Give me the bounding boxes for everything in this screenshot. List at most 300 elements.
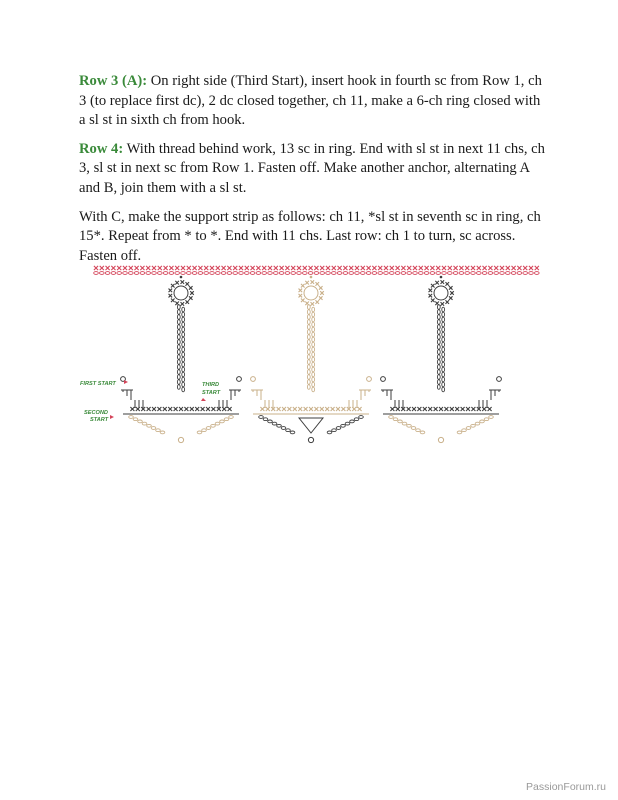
third-start-marker — [201, 398, 206, 401]
support-sc-stitch — [280, 266, 284, 270]
chain-stitch — [523, 272, 528, 275]
chain-stitch — [437, 335, 440, 340]
chain-stitch — [182, 382, 185, 387]
support-sc-stitch — [285, 266, 289, 270]
first-start-marker — [124, 380, 128, 384]
chain-stitch — [307, 375, 310, 380]
chain-stitch — [398, 420, 403, 423]
ring-sc-stitch — [435, 281, 439, 285]
chain-stitch — [312, 377, 315, 382]
ring-sc-stitch — [305, 281, 309, 285]
support-sc-stitch — [123, 266, 127, 270]
base-sc-stitch — [195, 407, 199, 411]
chain-stitch — [182, 307, 185, 312]
chain-stitch — [129, 272, 134, 275]
support-sc-stitch — [436, 266, 440, 270]
chain-stitch — [312, 342, 315, 347]
support-sc-stitch — [129, 266, 133, 270]
chain-stitch — [419, 272, 424, 275]
anchor-ring — [304, 286, 318, 300]
chain-stitch — [401, 272, 406, 275]
chain-stitch — [250, 272, 255, 275]
support-sc-stitch — [297, 266, 301, 270]
chain-stitch — [268, 272, 273, 275]
chain-stitch — [138, 420, 143, 423]
chain-stitch — [494, 272, 499, 275]
ring-sc-stitch — [315, 300, 319, 304]
base-sc-stitch — [471, 407, 475, 411]
chain-stitch — [307, 335, 310, 340]
chain-stitch — [229, 416, 234, 419]
ring-sc-stitch — [445, 300, 449, 304]
chain-stitch — [355, 272, 360, 275]
chain-stitch — [437, 365, 440, 370]
chain-stitch — [286, 429, 291, 432]
base-sc-stitch — [304, 407, 308, 411]
ring-sc-stitch — [431, 284, 435, 288]
ring-sc-stitch — [449, 286, 453, 290]
ring-sc-stitch — [319, 286, 323, 290]
ring-sc-stitch — [185, 282, 189, 286]
base-sc-stitch — [336, 407, 340, 411]
support-sc-stitch — [413, 266, 417, 270]
base-sc-stitch — [450, 407, 454, 411]
support-sc-stitch — [494, 266, 498, 270]
chain-stitch — [442, 332, 445, 337]
support-sc-stitch — [140, 266, 144, 270]
ring-sc-stitch — [299, 289, 303, 293]
chain-stitch — [177, 310, 180, 315]
chain-stitch — [442, 357, 445, 362]
chain-stitch — [437, 345, 440, 350]
base-sc-stitch — [287, 407, 291, 411]
base-sc-stitch — [455, 407, 459, 411]
support-sc-stitch — [401, 266, 405, 270]
chain-stitch — [111, 272, 116, 275]
support-sc-stitch — [193, 266, 197, 270]
ring-sc-stitch — [175, 281, 179, 285]
chain-stitch — [366, 272, 371, 275]
chain-stitch — [182, 357, 185, 362]
chain-stitch — [297, 272, 302, 275]
ring-sc-stitch — [441, 280, 445, 284]
ring-sc-stitch — [311, 280, 315, 284]
chain-stitch — [147, 424, 152, 427]
chain-stitch — [177, 375, 180, 380]
support-sc-stitch — [169, 266, 173, 270]
support-sc-stitch — [407, 266, 411, 270]
chain-stitch — [326, 272, 331, 275]
ring-sc-stitch — [189, 296, 193, 300]
chain-stitch — [442, 312, 445, 317]
chain-stitch — [462, 429, 467, 432]
chain-stitch — [341, 424, 346, 427]
chain-stitch — [448, 272, 453, 275]
support-sc-stitch — [152, 266, 156, 270]
chain-stitch — [94, 272, 99, 275]
ring-sc-stitch — [169, 294, 173, 298]
slip-stitch — [310, 276, 313, 279]
base-sc-stitch — [282, 407, 286, 411]
chain-stitch — [442, 272, 447, 275]
chain-stitch — [307, 385, 310, 390]
anchor-motifs — [110, 276, 501, 443]
chain-stitch — [436, 272, 441, 275]
base-sc-stitch — [179, 407, 183, 411]
ring-sc-stitch — [301, 298, 305, 302]
chain-stitch — [210, 272, 215, 275]
chain-stitch — [158, 272, 163, 275]
chain-stitch — [307, 320, 310, 325]
chain-stitch — [437, 305, 440, 310]
ring-sc-stitch — [181, 280, 185, 284]
base-sc-stitch — [152, 407, 156, 411]
support-sc-stitch — [338, 266, 342, 270]
base-sc-stitch — [130, 407, 134, 411]
ring-sc-stitch — [189, 286, 193, 290]
support-sc-stitch — [239, 266, 243, 270]
ring-sc-stitch — [431, 298, 435, 302]
base-sc-stitch — [423, 407, 427, 411]
chain-stitch — [307, 305, 310, 310]
chain-stitch — [312, 312, 315, 317]
chain-stitch — [442, 382, 445, 387]
arm-tip-marker — [497, 377, 502, 382]
chain-stitch — [384, 272, 389, 275]
chain-stitch — [197, 431, 202, 434]
chain-stitch — [177, 360, 180, 365]
chain-stitch — [198, 272, 203, 275]
chain-stitch — [312, 332, 315, 337]
chain-stitch — [307, 310, 310, 315]
chain-stitch — [442, 322, 445, 327]
support-sc-stitch — [94, 266, 98, 270]
base-sc-stitch — [428, 407, 432, 411]
arm-tip-marker — [251, 377, 256, 382]
chain-stitch — [442, 352, 445, 357]
chain-stitch — [146, 272, 151, 275]
chain-stitch — [389, 416, 394, 419]
chain-stitch — [133, 418, 138, 421]
chain-stitch — [206, 427, 211, 430]
chain-stitch — [129, 416, 134, 419]
support-strip-paragraph: With C, make the support strip as follows: ch 11, *sl st in seventh sc in ring, ch 15*. Repeat from * to *. End with 11 chs. Last row: ch 1 to turn, sc across. Fasten off. — [79, 208, 541, 264]
chain-stitch — [437, 355, 440, 360]
support-sc-stitch — [175, 266, 179, 270]
ring-sc-stitch — [299, 294, 303, 298]
chain-stitch — [182, 377, 185, 382]
support-sc-stitch — [454, 266, 458, 270]
chain-stitch — [204, 272, 209, 275]
chain-stitch — [312, 357, 315, 362]
support-sc-stitch — [291, 266, 295, 270]
chain-stitch — [256, 272, 261, 275]
support-sc-stitch — [343, 266, 347, 270]
chain-stitch — [471, 424, 476, 427]
chain-stitch — [312, 347, 315, 352]
chain-stitch — [442, 342, 445, 347]
support-sc-stitch — [210, 266, 214, 270]
support-sc-stitch — [523, 266, 527, 270]
chain-stitch — [312, 387, 315, 392]
chain-stitch — [437, 330, 440, 335]
base-sc-stitch — [184, 407, 188, 411]
row-3-paragraph — [79, 72, 549, 131]
second-start-label-2: START — [90, 417, 109, 423]
chain-stitch — [465, 272, 470, 275]
chain-stitch — [182, 362, 185, 367]
chain-stitch — [177, 355, 180, 360]
support-sc-stitch — [227, 266, 231, 270]
chain-stitch — [442, 377, 445, 382]
chain-stitch — [177, 335, 180, 340]
chain-stitch — [437, 350, 440, 355]
support-sc-stitch — [477, 266, 481, 270]
chain-stitch — [442, 347, 445, 352]
chain-stitch — [181, 272, 186, 275]
chain-stitch — [413, 272, 418, 275]
arm-tip-marker — [367, 377, 372, 382]
chain-stitch — [182, 332, 185, 337]
ring-sc-stitch — [301, 284, 305, 288]
chain-stitch — [307, 355, 310, 360]
chain-stitch — [402, 422, 407, 425]
support-sc-stitch — [384, 266, 388, 270]
chain-stitch — [175, 272, 180, 275]
anchor-motif — [251, 276, 372, 443]
base-sc-stitch — [266, 407, 270, 411]
base-sc-stitch — [298, 407, 302, 411]
chain-stitch — [177, 370, 180, 375]
support-sc-stitch — [303, 266, 307, 270]
chain-stitch — [177, 305, 180, 310]
chain-stitch — [285, 272, 290, 275]
base-sc-stitch — [461, 407, 465, 411]
chain-stitch — [312, 362, 315, 367]
support-sc-stitch — [430, 266, 434, 270]
chain-stitch — [177, 365, 180, 370]
base-sc-stitch — [168, 407, 172, 411]
ring-sc-stitch — [315, 282, 319, 286]
row-4-label: Row 4: — [79, 140, 124, 157]
chain-stitch — [291, 272, 296, 275]
ring-sc-stitch — [185, 300, 189, 304]
support-sc-stitch — [262, 266, 266, 270]
base-sc-stitch — [325, 407, 329, 411]
first-start-label: FIRST START — [80, 381, 116, 387]
chain-stitch — [187, 272, 192, 275]
base-sc-stitch — [341, 407, 345, 411]
chain-stitch — [259, 416, 264, 419]
chain-stitch — [424, 272, 429, 275]
chain-stitch — [506, 272, 511, 275]
chain-stitch — [182, 327, 185, 332]
support-sc-stitch — [471, 266, 475, 270]
chain-stitch — [459, 272, 464, 275]
ring-sc-stitch — [449, 296, 453, 300]
chain-stitch — [308, 272, 313, 275]
chain-stitch — [332, 272, 337, 275]
chain-stitch — [307, 365, 310, 370]
support-sc-stitch — [483, 266, 487, 270]
support-sc-stitch — [390, 266, 394, 270]
base-sc-stitch — [201, 407, 205, 411]
support-sc-stitch — [117, 266, 121, 270]
fluke-tip-marker — [308, 437, 313, 442]
chain-stitch — [475, 422, 480, 425]
chain-stitch — [290, 431, 295, 434]
chain-stitch — [437, 325, 440, 330]
chain-stitch — [142, 422, 147, 425]
support-sc-stitch — [367, 266, 371, 270]
chain-stitch — [350, 420, 355, 423]
support-sc-stitch — [372, 266, 376, 270]
support-sc-stitch — [216, 266, 220, 270]
chain-stitch — [437, 360, 440, 365]
base-sc-stitch — [407, 407, 411, 411]
chain-stitch — [482, 272, 487, 275]
support-sc-stitch — [378, 266, 382, 270]
chain-stitch — [511, 272, 516, 275]
chain-stitch — [182, 352, 185, 357]
ring-sc-stitch — [171, 298, 175, 302]
ring-sc-stitch — [311, 302, 315, 306]
ring-sc-stitch — [441, 302, 445, 306]
chain-stitch — [471, 272, 476, 275]
support-sc-stitch — [419, 266, 423, 270]
base-sc-stitch — [211, 407, 215, 411]
base-sc-stitch — [309, 407, 313, 411]
chain-stitch — [177, 330, 180, 335]
chain-stitch — [216, 272, 221, 275]
chain-stitch — [517, 272, 522, 275]
chain-stitch — [268, 420, 273, 423]
chain-stitch — [221, 272, 226, 275]
chain-stitch — [390, 272, 395, 275]
chain-stitch — [437, 375, 440, 380]
chain-stitch — [307, 345, 310, 350]
base-sc-stitch — [314, 407, 318, 411]
support-sc-stitch — [204, 266, 208, 270]
chain-stitch — [182, 342, 185, 347]
watermark: PassionForum.ru — [526, 781, 606, 793]
chain-stitch — [437, 310, 440, 315]
chain-stitch — [345, 422, 350, 425]
chain-stitch — [272, 422, 277, 425]
arm-tip-marker — [237, 377, 242, 382]
chain-stitch — [182, 347, 185, 352]
ring-sc-stitch — [319, 296, 323, 300]
chain-stitch — [361, 272, 366, 275]
support-sc-stitch — [245, 266, 249, 270]
support-sc-stitch — [256, 266, 260, 270]
chain-stitch — [484, 418, 489, 421]
chain-stitch — [489, 416, 494, 419]
chain-stitch — [245, 272, 250, 275]
chain-stitch — [312, 337, 315, 342]
chain-stitch — [239, 272, 244, 275]
base-sc-stitch — [163, 407, 167, 411]
chain-stitch — [177, 325, 180, 330]
chain-stitch — [274, 272, 279, 275]
base-sc-stitch — [320, 407, 324, 411]
base-sc-stitch — [228, 407, 232, 411]
support-sc-stitch — [274, 266, 278, 270]
ring-sc-stitch — [429, 294, 433, 298]
chain-stitch — [378, 272, 383, 275]
chain-stitch — [177, 340, 180, 345]
chain-stitch — [152, 272, 157, 275]
chain-stitch — [177, 315, 180, 320]
chain-stitch — [140, 272, 145, 275]
chain-stitch — [227, 272, 232, 275]
support-sc-stitch — [500, 266, 504, 270]
support-sc-stitch — [268, 266, 272, 270]
chain-stitch — [312, 317, 315, 322]
chain-stitch — [312, 352, 315, 357]
chain-stitch — [117, 272, 122, 275]
chain-stitch — [535, 272, 540, 275]
base-sc-stitch — [396, 407, 400, 411]
support-sc-stitch — [465, 266, 469, 270]
anchor-motif — [121, 276, 242, 443]
chain-stitch — [307, 340, 310, 345]
support-sc-stitch — [146, 266, 150, 270]
fluke-tip-marker — [178, 437, 183, 442]
ring-sc-stitch — [171, 284, 175, 288]
ring-sc-stitch — [190, 291, 194, 295]
chain-stitch — [488, 272, 493, 275]
base-sc-stitch — [147, 407, 151, 411]
base-sc-stitch — [206, 407, 210, 411]
chain-stitch — [151, 427, 156, 430]
base-sc-stitch — [222, 407, 226, 411]
chain-stitch — [277, 424, 282, 427]
chain-stitch — [182, 387, 185, 392]
support-sc-stitch — [158, 266, 162, 270]
chain-stitch — [224, 418, 229, 421]
support-sc-stitch — [326, 266, 330, 270]
chain-stitch — [477, 272, 482, 275]
instructions — [79, 72, 549, 275]
second-start-marker — [110, 415, 114, 419]
support-sc-stitch — [361, 266, 365, 270]
chain-stitch — [262, 272, 267, 275]
chain-stitch — [307, 315, 310, 320]
chain-stitch — [407, 424, 412, 427]
support-sc-stitch — [332, 266, 336, 270]
chain-stitch — [372, 272, 377, 275]
chain-stitch — [182, 322, 185, 327]
base-sc-stitch — [260, 407, 264, 411]
ring-sc-stitch — [450, 291, 454, 295]
base-sc-stitch — [439, 407, 443, 411]
start-labels — [80, 381, 221, 423]
support-sc-stitch — [314, 266, 318, 270]
chain-stitch — [307, 380, 310, 385]
support-sc-stitch — [425, 266, 429, 270]
support-sc-stitch — [181, 266, 185, 270]
base-sc-stitch — [190, 407, 194, 411]
chain-stitch — [215, 422, 220, 425]
chain-stitch — [442, 307, 445, 312]
chain-stitch — [442, 372, 445, 377]
chain-stitch — [307, 325, 310, 330]
chain-stitch — [303, 272, 308, 275]
ring-sc-stitch — [320, 291, 324, 295]
base-sc-stitch — [331, 407, 335, 411]
anchor-ring — [434, 286, 448, 300]
